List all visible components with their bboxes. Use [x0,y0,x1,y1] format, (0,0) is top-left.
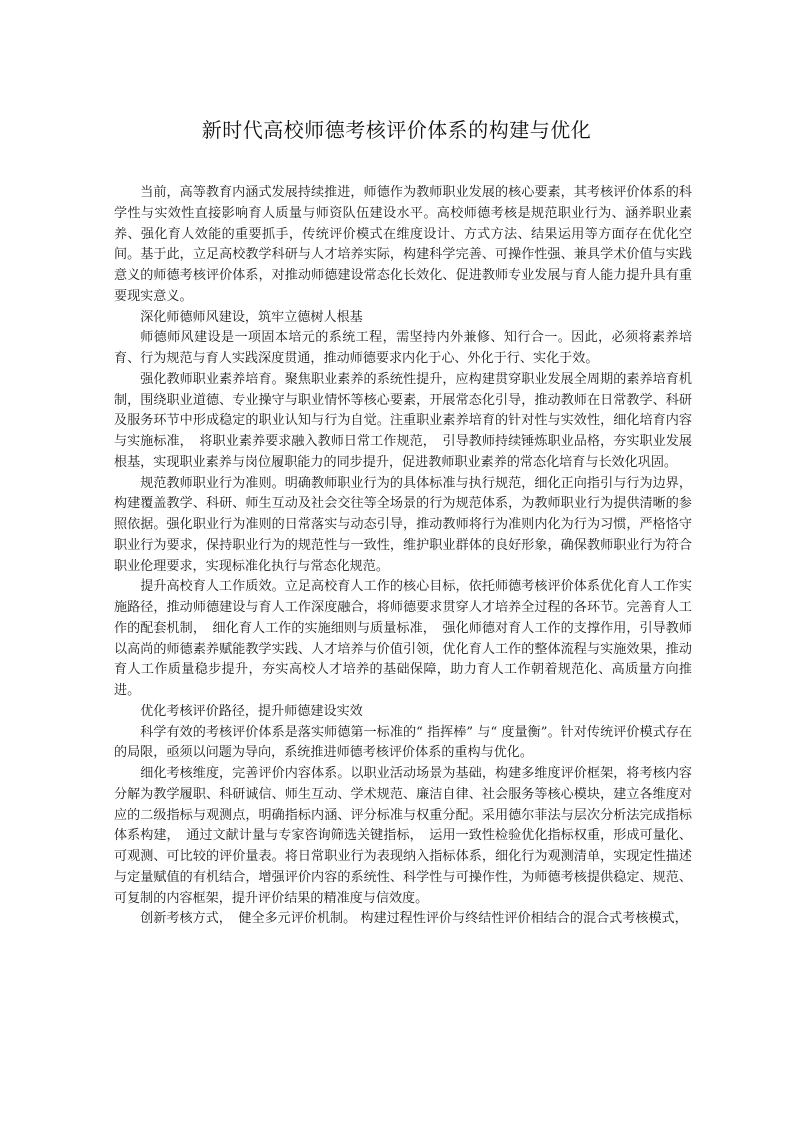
body-paragraph: 创新考核方式， 健全多元评价机制。 构建过程性评价与终结性评价相结合的混合式考核模式， [140,911,688,927]
body-paragraph: 师德师风建设是一项固本培元的系统工程，需坚持内外兼修、知行合一。因此，必须将素养培育、行为规范与育人实践深度贯通，推动师德要求内化于心、外化于行、实化于效。 [114,330,692,366]
body-paragraph: 提升高校育人工作质效。立足高校育人工作的核心目标，依托师德考核评价体系优化育人工作实施路径，推动师德建设与育人工作深度融合，将师德要求贯穿人才培养全过程的各环节。完善育人工作的配套机制， 细化育人工作的实施细则与质量标准， 强化师德对育人工作的支撑作用，引导教师以高尚的师德素养赋能教学实践、人才培养与价值引领，优化育人工作的整体流程与实施效果，推动育人工作质量稳步提升，夯实高校人才培养的基础保障，助力育人工作朝着规范化、高质量方向推进。 [114,579,692,698]
body-paragraph: 细化考核维度，完善评价内容体系。以职业活动场景为基础，构建多维度评价框架，将考核内容分解为教学履职、科研诚信、师生互动、学术规范、廉洁自律、社会服务等核心模块，建立各维度对应的二级指标与观测点，明确指标内涵、评分标准与权重分配。采用德尔菲法与层次分析法完成指标体系构建， 通过文献计量与专家咨询筛选关键指标， 运用一致性检验优化指标权重，形成可量化、可观测、可比较的评价量表。将日常职业行为表现纳入指标体系，细化行为观测清单，实现定性描述与定量赋值的有机结合，增强评价内容的系统性、科学性与可操作性，为师德考核提供稳定、规范、可复制的内容框架，提升评价结果的精准度与信效度。 [114,766,692,906]
section-heading: 优化考核评价路径，提升师德建设实效 [140,703,363,719]
section-heading: 深化师德师风建设，筑牢立德树人根基 [140,309,363,325]
document-body [114,183,692,930]
document-title: 新时代高校师德考核评价体系的构建与优化 [201,118,592,142]
body-paragraph: 科学有效的考核评价体系是落实师德第一标准的“ 指挥棒” 与“ 度量衡”。针对传统评价模式存在的局限，亟须以问题为导向，系统推进师德考核评价体系的重构与优化。 [114,724,692,761]
body-paragraph: 强化教师职业素养培育。聚焦职业素养的系统性提升，应构建贯穿职业发展全周期的素养培育机制，围绕职业道德、专业操守与职业情怀等核心要素，开展常态化引导，推动教师在日常教学、科研及服务环节中形成稳定的职业认知与行为自觉。注重职业素养培育的针对性与实效性，细化培育内容与实施标准， 将职业素养要求融入教师日常工作规范， 引导教师持续锤炼职业品格，夯实职业发展根基，实现职业素养与岗位履职能力的同步提升，促进教师职业素养的常态化培育与长效化巩固。 [114,371,692,470]
body-paragraph: 规范教师职业行为准则。明确教师职业行为的具体标准与执行规范，细化正向指引与行为边界，构建覆盖教学、科研、师生互动及社会交往等全场景的行为规范体系，为教师职业行为提供清晰的参照依据。强化职业行为准则的日常落实与动态引导，推动教师将行为准则内化为行为习惯，严格恪守职业行为要求，保持职业行为的规范性与一致性，维护职业群体的良好形象，确保教师职业行为符合职业伦理要求，实现标准化执行与常态化规范。 [114,475,692,574]
intro-paragraph: 当前，高等教育内涵式发展持续推进，师德作为教师职业发展的核心要素，其考核评价体系的科学性与实效性直接影响育人质量与师资队伍建设水平。高校师德考核是规范职业行为、涵养职业素养、强化育人效能的重要抓手，传统评价模式在维度设计、方式方法、结果运用等方面存在优化空间。基于此，立足高校教学科研与人才培养实际，构建科学完善、可操作性强、兼具学术价值与实践意义的师德考核评价体系，对推动师德建设常态化长效化、促进教师专业发展与育人能力提升具有重要现实意义。 [114,185,692,304]
